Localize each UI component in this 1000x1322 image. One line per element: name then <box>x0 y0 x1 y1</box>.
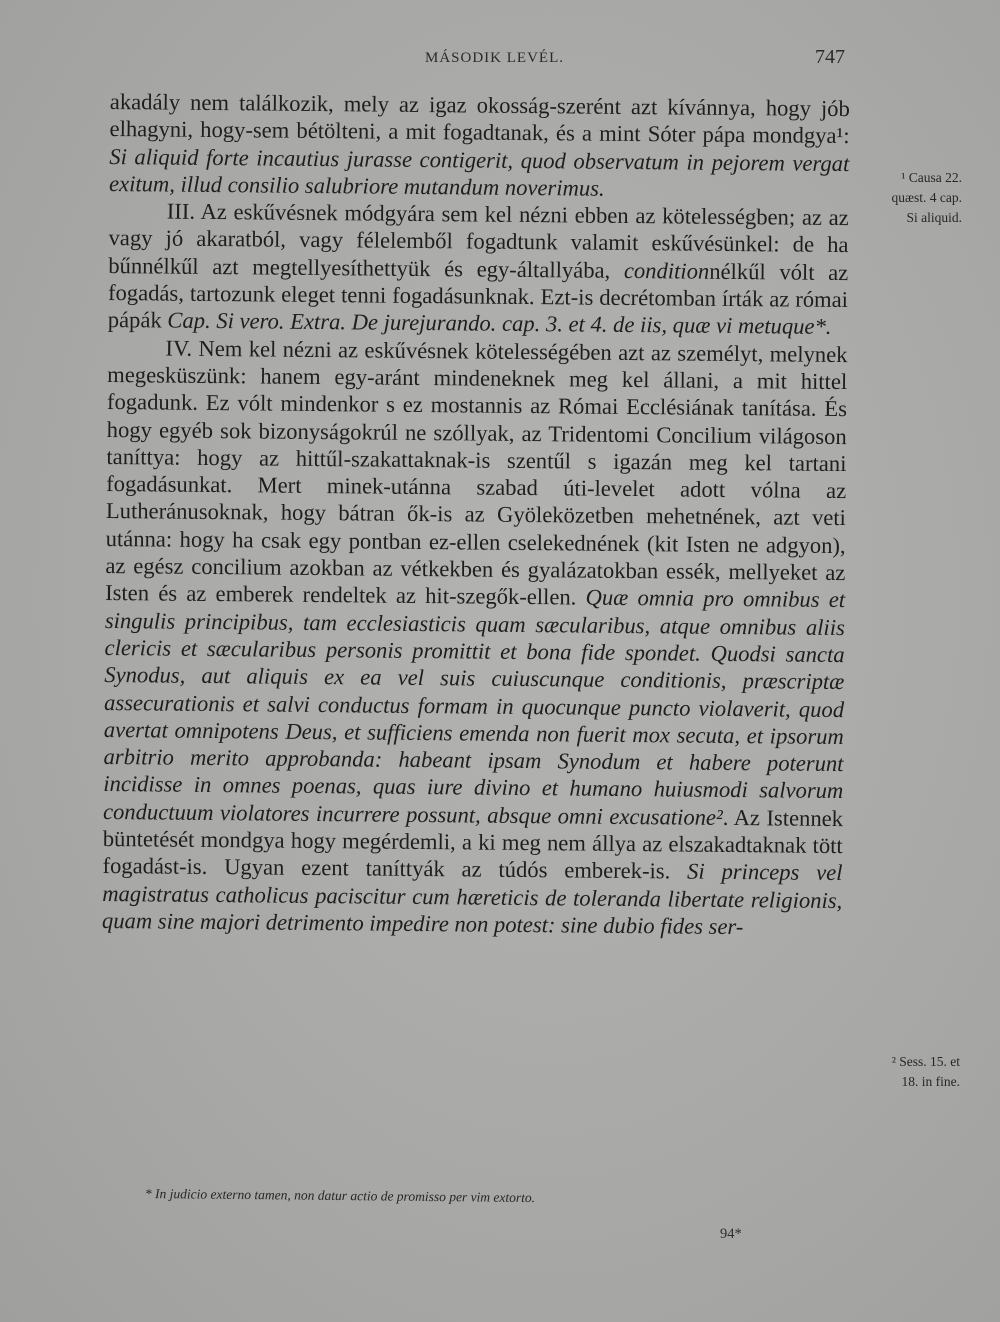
sidenote-session <box>836 1052 960 1092</box>
paragraph <box>108 197 849 341</box>
sidenote-line: 18. in fine. <box>901 1074 960 1089</box>
sidenote-line: Si aliquid. <box>906 210 962 225</box>
latin-quotation: Quæ omnia pro omnibus et singulis principibus, tam ecclesiasticis quam sæcularibus, atque omnibus aliis clericis et sæcularibus personis promittit et bona fide spondet. Quodsi sancta Synodus, aut aliquis ex ea vel suis cuiuscunque conditionis, præscriptæ assecurationis et salvi conductus formam in quocunque puncto violaverit, quod avertat omnipotens Deus, et sufficiens emenda non fuerit mox secuta, et ipsorum arbitrio merito approbanda: habeant ipsam Synodum et habere poterunt incidisse in omnes poenas, quas iure divino et humano huiusmodi salvorum conductuum violatores incurrere possunt, absque omni excusatione² <box>102 584 846 830</box>
paragraph <box>109 88 850 204</box>
running-title: MÁSODIK LEVÉL. <box>425 50 564 66</box>
latin-quotation: Si princeps vel magistratus catholicus paciscitur cum hæreticis de toleranda libertate religionis, quam sine majori detrimento impedire non potest: sine dubio fides ser- <box>101 858 843 940</box>
text-segment: . Az Istennek büntetését mondgya hogy megérdemli, a ki meg nem állya az elszakadtaknak tött fogadást-is. Ugyan ezent taníttyák az túdós emberek-is. <box>102 804 844 884</box>
sidenote-causa <box>862 168 962 228</box>
latin-quotation: condition <box>623 257 710 284</box>
sidenote-line: ¹ Causa 22. <box>901 170 962 185</box>
paragraph <box>102 334 848 942</box>
signature-mark: 94* <box>720 1226 742 1242</box>
latin-quotation: Cap. Si vero. Extra. De jurejurando. cap. 3. et 4. de iis, quæ vi metuque*. <box>167 307 832 340</box>
latin-quotation: Si aliquid forte incautius jurasse contigerit, quod observatum in pejorem vergat exitum, illud consilio salubriore mutandum noverimus. <box>108 143 850 201</box>
text-segment: akadály nem találkozik, mely az igaz okosság-szerént azt kívánnya, hogy jób elhagyni, hogy-sem bétölteni, a mit fogadtanak, és a mint Sóter pápa mondgya¹: <box>109 88 850 149</box>
text-segment: III. Az eskűvésnek módgyára sem kel nézni ebben az kötelességben; az az vagy jó akaratból, vagy félelemből fogadtunk valamit eskűvésünkel: de ha bűnnélkűl azt megtellyesíthettyük és egy-általlyába, <box>108 198 849 283</box>
sidenote-line: quæst. 4 cap. <box>891 190 962 205</box>
sidenote-line: ² Sess. 15. et <box>891 1054 960 1069</box>
text-segment: IV. Nem kel nézni az eskűvésnek kötelességében azt az személyt, melynek megesküszünk: hanem egy-aránt mindeneknek meg kel állani, a mit hittel fogadunk. Ez vólt mindenkor s ez mostannis az Római Ecclésiának tanítása. És hogy egyéb sok bizonyságokrúl ne szóllyak, az Tridentomi Concilium világoson taníttya: hogy az hittűl-szakattaknak-is szentűl s igazán meg kel tartani fogadásunkat. Mert minek-utánna szabad úti-levelet adott vólna az Lutheránusoknak, hogy bátran ők-is az Gyöleközetben mehetnének, azt veti utánna: hogy ha csak egy pontban ez-ellen cselekednének (kit Isten ne adgyon), az egész concilium azokban az vétkekben és gyalázatokban essék, mellyeket az Isten és az emberek rendeltek az hit-szegők-ellen. <box>105 335 848 610</box>
page-number: 747 <box>815 46 845 68</box>
footnote: * In judicio externo tamen, non datur actio de promisso per vim extorto. <box>144 1186 536 1206</box>
body-text <box>102 88 850 941</box>
running-head <box>0 46 1000 76</box>
text-segment: nélkűl vólt az fogadás, tartozunk eleget tenni fogadásunknak. Ezt-is decrétomban írták az római pápák <box>107 258 849 333</box>
